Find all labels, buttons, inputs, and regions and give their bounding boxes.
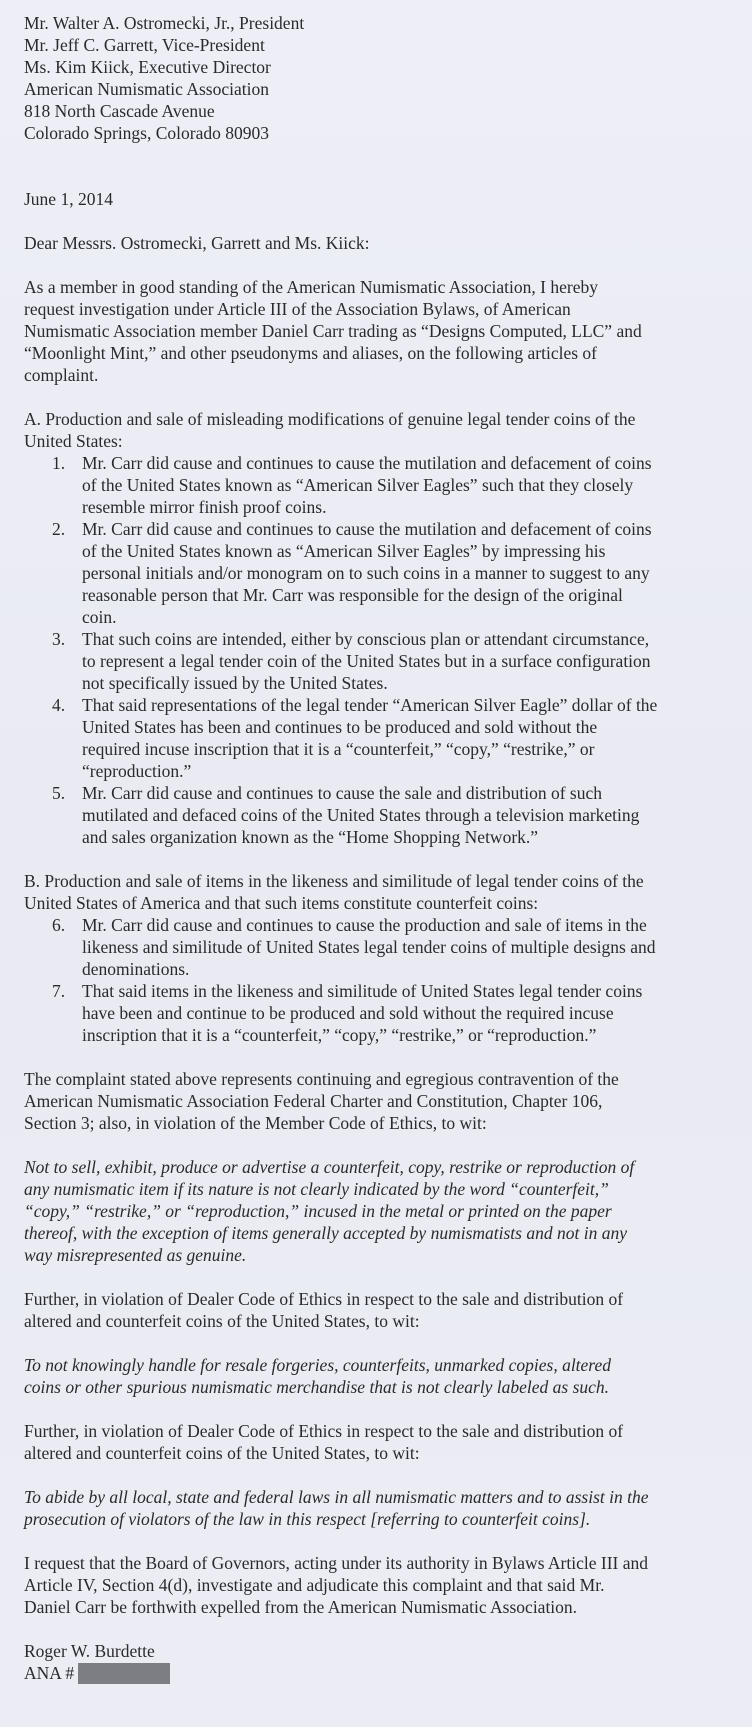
list-item <box>24 628 722 694</box>
dealer-code-quote-2 <box>24 1486 722 1530</box>
paragraph-line: altered and counterfeit coins of the United States, to wit: <box>24 1443 420 1463</box>
paragraph-line: American Numismatic Association Federal Charter and Constitution, Chapter 106, <box>24 1091 603 1111</box>
item-line: have been and continue to be produced and sold without the required incuse <box>82 1003 614 1023</box>
paragraph-line: As a member in good standing of the American Numismatic Association, I hereby <box>24 277 598 297</box>
section-a-heading: A. Production and sale of misleading modifications of genuine legal tender coins of the <box>24 409 636 429</box>
item-number: 3. <box>52 629 66 649</box>
paragraph-line: Daniel Carr be forthwith expelled from the American Numismatic Association. <box>24 1597 578 1617</box>
item-line: to represent a legal tender coin of the United States but in a surface configuration <box>82 651 651 671</box>
item-line: denominations. <box>82 959 190 979</box>
list-item <box>24 782 722 848</box>
item-line: Mr. Carr did cause and continues to cause the production and sale of items in the <box>82 915 647 935</box>
paragraph-line: request investigation under Article III of the Association Bylaws, of American <box>24 299 571 319</box>
paragraph-line: Numismatic Association member Daniel Carr trading as “Designs Computed, LLC” and <box>24 321 642 341</box>
request-paragraph <box>24 1552 722 1618</box>
addressee-line: Colorado Springs, Colorado 80903 <box>24 123 269 143</box>
paragraph-line: Further, in violation of Dealer Code of Ethics in respect to the sale and distribution of <box>24 1421 624 1441</box>
item-line: of the United States known as “American Silver Eagles” by impressing his <box>82 541 606 561</box>
member-number-row <box>24 1662 722 1684</box>
item-line: Mr. Carr did cause and continues to cause the mutilation and defacement of coins <box>82 519 652 539</box>
item-line: required incuse inscription that it is a “counterfeit,” “copy,” “restrike,” or <box>82 739 595 759</box>
addressee-line: Mr. Jeff C. Garrett, Vice-President <box>24 35 265 55</box>
item-number: 7. <box>52 981 66 1001</box>
item-number: 4. <box>52 695 66 715</box>
section-b-heading: United States of America and that such items constitute counterfeit coins: <box>24 893 539 913</box>
addressee-line: 818 North Cascade Avenue <box>24 101 215 121</box>
item-line: That such coins are intended, either by conscious plan or attendant circumstance, <box>82 629 650 649</box>
paragraph-line: Further, in violation of Dealer Code of Ethics in respect to the sale and distribution of <box>24 1289 624 1309</box>
item-line: resemble mirror finish proof coins. <box>82 497 327 517</box>
item-line: “reproduction.” <box>82 761 192 781</box>
member-code-quote <box>24 1156 722 1266</box>
intro-paragraph <box>24 276 722 386</box>
section-b-heading: B. Production and sale of items in the likeness and similitude of legal tender coins of the <box>24 871 644 891</box>
item-line: Mr. Carr did cause and continues to cause the mutilation and defacement of coins <box>82 453 652 473</box>
quote-line: way misrepresented as genuine. <box>24 1245 247 1265</box>
member-number-label: ANA # <box>24 1663 75 1683</box>
quote-line: coins or other spurious numismatic merchandise that is not clearly labeled as such. <box>24 1377 610 1397</box>
quote-line: To not knowingly handle for resale forgeries, counterfeits, unmarked copies, altered <box>24 1355 611 1375</box>
list-item <box>24 452 722 518</box>
salutation: Dear Messrs. Ostromecki, Garrett and Ms. Kiick: <box>24 233 370 253</box>
item-line: not specifically issued by the United States. <box>82 673 388 693</box>
further-paragraph-1 <box>24 1288 722 1332</box>
section-a-heading: United States: <box>24 431 123 451</box>
paragraph-line: Article IV, Section 4(d), investigate and adjudicate this complaint and that said Mr. <box>24 1575 605 1595</box>
dealer-code-quote-1 <box>24 1354 722 1398</box>
paragraph-line: “Moonlight Mint,” and other pseudonyms and aliases, on the following articles of <box>24 343 598 363</box>
complaint-paragraph <box>24 1068 722 1134</box>
list-item <box>24 694 722 782</box>
item-line: That said items in the likeness and similitude of United States legal tender coins <box>82 981 643 1001</box>
item-line: United States has been and continues to be produced and sold without the <box>82 717 598 737</box>
paragraph-line: I request that the Board of Governors, acting under its authority in Bylaws Article III and <box>24 1553 649 1573</box>
item-line: of the United States known as “American Silver Eagles” such that they closely <box>82 475 634 495</box>
further-paragraph-2 <box>24 1420 722 1464</box>
item-number: 2. <box>52 519 66 539</box>
item-line: and sales organization known as the “Home Shopping Network.” <box>82 827 539 847</box>
quote-line: prosecution of violators of the law in this respect [referring to counterfeit coins]. <box>24 1509 591 1529</box>
item-line: reasonable person that Mr. Carr was responsible for the design of the original <box>82 585 623 605</box>
addressee-line: Mr. Walter A. Ostromecki, Jr., President <box>24 13 305 33</box>
item-line: Mr. Carr did cause and continues to cause the sale and distribution of such <box>82 783 603 803</box>
section-b-list <box>24 914 722 1046</box>
signer-name: Roger W. Burdette <box>24 1641 155 1661</box>
quote-line: “copy,” “restrike,” or “reproduction,” incused in the metal or printed on the paper <box>24 1201 612 1221</box>
redacted-member-number <box>78 1663 170 1684</box>
paragraph-line: Section 3; also, in violation of the Member Code of Ethics, to wit: <box>24 1113 487 1133</box>
item-line: mutilated and defaced coins of the United States through a television marketing <box>82 805 640 825</box>
addressee-block <box>24 12 722 144</box>
paragraph-line: altered and counterfeit coins of the United States, to wit: <box>24 1311 420 1331</box>
signature-block <box>24 1640 722 1684</box>
section-b <box>24 870 722 1046</box>
quote-line: any numismatic item if its nature is not clearly indicated by the word “counterfeit,” <box>24 1179 609 1199</box>
section-a-list <box>24 452 722 848</box>
section-a <box>24 408 722 848</box>
item-number: 1. <box>52 453 66 473</box>
item-line: inscription that it is a “counterfeit,” “copy,” “restrike,” or “reproduction.” <box>82 1025 597 1045</box>
letter-date: June 1, 2014 <box>24 189 113 209</box>
item-number: 5. <box>52 783 66 803</box>
addressee-line: Ms. Kim Kiick, Executive Director <box>24 57 271 77</box>
list-item <box>24 980 722 1046</box>
quote-line: Not to sell, exhibit, produce or advertise a counterfeit, copy, restrike or reproduction of <box>24 1157 635 1177</box>
list-item <box>24 518 722 628</box>
addressee-line: American Numismatic Association <box>24 79 269 99</box>
quote-line: To abide by all local, state and federal laws in all numismatic matters and to assist in the <box>24 1487 649 1507</box>
item-line: personal initials and/or monogram on to such coins in a manner to suggest to any <box>82 563 650 583</box>
paragraph-line: The complaint stated above represents continuing and egregious contravention of the <box>24 1069 619 1089</box>
item-line: That said representations of the legal tender “American Silver Eagle” dollar of the <box>82 695 658 715</box>
item-line: likeness and similitude of United States legal tender coins of multiple designs and <box>82 937 656 957</box>
item-line: coin. <box>82 607 117 627</box>
quote-line: thereof, with the exception of items generally accepted by numismatists and not in any <box>24 1223 627 1243</box>
paragraph-line: complaint. <box>24 365 99 385</box>
list-item <box>24 914 722 980</box>
item-number: 6. <box>52 915 66 935</box>
